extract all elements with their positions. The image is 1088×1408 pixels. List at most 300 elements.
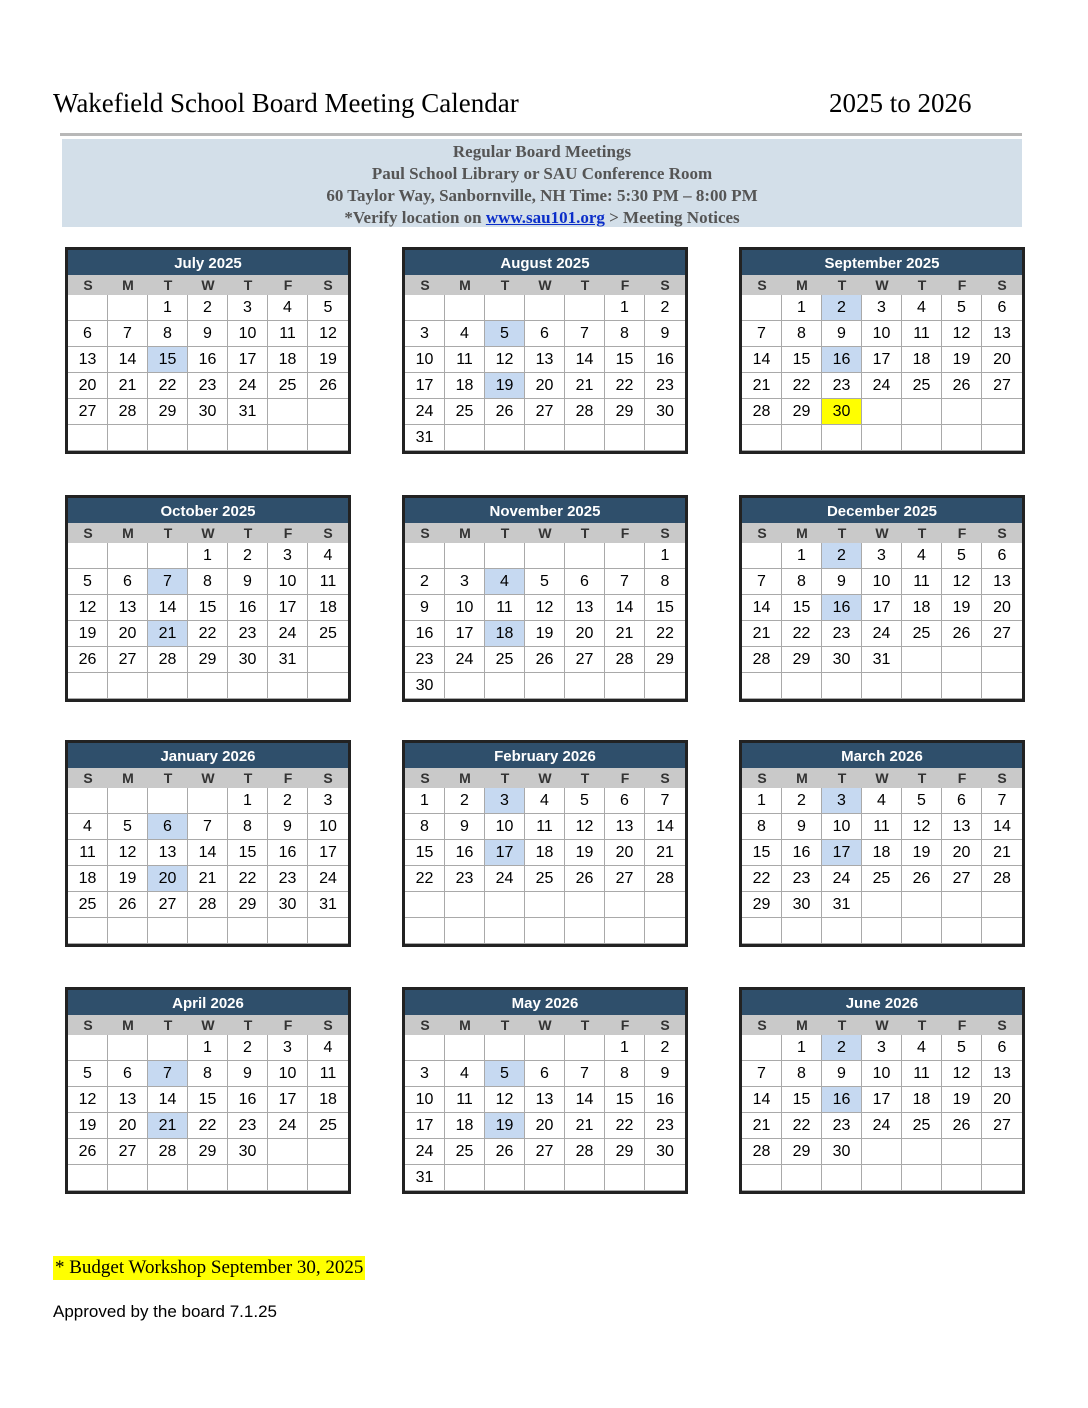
meeting-day: 17 bbox=[485, 840, 525, 866]
day-cell: 19 bbox=[68, 1113, 108, 1139]
day-cell: 5 bbox=[108, 814, 148, 840]
weekday-label: S bbox=[997, 770, 1007, 786]
day-cell: 8 bbox=[782, 1061, 822, 1087]
weekday-label: M bbox=[796, 277, 808, 293]
weekday-label: T bbox=[243, 277, 253, 293]
meeting-day: 6 bbox=[148, 814, 188, 840]
day-cell: 24 bbox=[485, 866, 525, 892]
day-grid bbox=[68, 788, 348, 944]
weekday-label: T bbox=[163, 770, 173, 786]
weekday-label: M bbox=[122, 1017, 134, 1033]
weekday-label: T bbox=[243, 1017, 253, 1033]
meeting-day: 21 bbox=[148, 1113, 188, 1139]
sau-link[interactable]: www.sau101.org bbox=[485, 208, 605, 227]
weekday-label: S bbox=[660, 1017, 670, 1033]
day-cell: 22 bbox=[782, 1113, 822, 1139]
day-cell: 10 bbox=[862, 569, 902, 595]
day-cell: 14 bbox=[565, 347, 605, 373]
day-cell: 3 bbox=[268, 543, 308, 569]
empty-cell bbox=[782, 425, 822, 451]
day-cell: 31 bbox=[308, 892, 348, 918]
day-cell: 31 bbox=[405, 425, 445, 451]
day-cell: 26 bbox=[902, 866, 942, 892]
day-cell: 13 bbox=[525, 1087, 565, 1113]
empty-cell bbox=[565, 1165, 605, 1191]
day-cell: 19 bbox=[108, 866, 148, 892]
day-cell: 17 bbox=[308, 840, 348, 866]
weekday-label: T bbox=[917, 277, 927, 293]
day-cell: 25 bbox=[268, 373, 308, 399]
empty-cell bbox=[862, 892, 902, 918]
day-cell: 5 bbox=[902, 788, 942, 814]
day-cell: 31 bbox=[862, 647, 902, 673]
day-cell: 4 bbox=[445, 1061, 485, 1087]
empty-cell bbox=[942, 647, 982, 673]
day-cell: 27 bbox=[982, 373, 1022, 399]
day-cell: 27 bbox=[68, 399, 108, 425]
empty-cell bbox=[645, 1165, 685, 1191]
day-cell: 19 bbox=[308, 347, 348, 373]
month-calendar bbox=[402, 495, 688, 702]
day-cell: 9 bbox=[822, 321, 862, 347]
day-cell: 17 bbox=[268, 595, 308, 621]
day-cell: 7 bbox=[605, 569, 645, 595]
empty-cell bbox=[445, 1035, 485, 1061]
month-calendar bbox=[402, 987, 688, 1194]
day-cell: 28 bbox=[148, 647, 188, 673]
month-title: January 2026 bbox=[68, 743, 348, 768]
day-cell: 18 bbox=[902, 1087, 942, 1113]
weekday-label: W bbox=[875, 1017, 889, 1033]
day-cell: 18 bbox=[268, 347, 308, 373]
day-cell: 11 bbox=[902, 321, 942, 347]
day-cell: 20 bbox=[982, 1087, 1022, 1113]
day-cell: 25 bbox=[525, 866, 565, 892]
day-grid bbox=[405, 543, 685, 699]
weekday-label: M bbox=[459, 1017, 471, 1033]
empty-cell bbox=[982, 399, 1022, 425]
empty-cell bbox=[982, 1139, 1022, 1165]
day-cell: 25 bbox=[445, 399, 485, 425]
day-cell: 19 bbox=[565, 840, 605, 866]
meeting-day: 5 bbox=[485, 1061, 525, 1087]
day-cell: 30 bbox=[782, 892, 822, 918]
empty-cell bbox=[982, 918, 1022, 944]
day-cell: 17 bbox=[405, 1113, 445, 1139]
day-cell: 8 bbox=[188, 569, 228, 595]
day-cell: 15 bbox=[645, 595, 685, 621]
day-cell: 29 bbox=[782, 1139, 822, 1165]
day-cell: 25 bbox=[308, 621, 348, 647]
day-cell: 20 bbox=[942, 840, 982, 866]
day-cell: 28 bbox=[742, 1139, 782, 1165]
day-cell: 20 bbox=[565, 621, 605, 647]
day-cell: 22 bbox=[148, 373, 188, 399]
day-cell: 7 bbox=[645, 788, 685, 814]
day-grid bbox=[742, 543, 1022, 699]
day-cell: 30 bbox=[188, 399, 228, 425]
day-cell: 5 bbox=[942, 543, 982, 569]
day-cell: 27 bbox=[605, 866, 645, 892]
day-cell: 26 bbox=[942, 373, 982, 399]
day-cell: 26 bbox=[942, 1113, 982, 1139]
day-cell: 15 bbox=[605, 1087, 645, 1113]
info-line-1: Regular Board Meetings bbox=[452, 142, 632, 161]
empty-cell bbox=[228, 425, 268, 451]
day-cell: 26 bbox=[68, 647, 108, 673]
empty-cell bbox=[565, 425, 605, 451]
weekday-label: F bbox=[957, 770, 967, 786]
day-cell: 27 bbox=[982, 1113, 1022, 1139]
day-cell: 24 bbox=[445, 647, 485, 673]
month-calendar bbox=[65, 987, 351, 1194]
empty-cell bbox=[268, 425, 308, 451]
day-cell: 6 bbox=[982, 1035, 1022, 1061]
empty-cell bbox=[605, 1165, 645, 1191]
day-cell: 1 bbox=[742, 788, 782, 814]
empty-cell bbox=[942, 1139, 982, 1165]
meeting-day: 21 bbox=[148, 621, 188, 647]
empty-cell bbox=[485, 543, 525, 569]
day-cell: 6 bbox=[108, 1061, 148, 1087]
month-calendar bbox=[65, 740, 351, 947]
empty-cell bbox=[188, 788, 228, 814]
day-cell: 12 bbox=[942, 569, 982, 595]
empty-cell bbox=[485, 1035, 525, 1061]
empty-cell bbox=[645, 425, 685, 451]
day-cell: 4 bbox=[268, 295, 308, 321]
day-cell: 25 bbox=[308, 1113, 348, 1139]
day-cell: 19 bbox=[942, 1087, 982, 1113]
day-cell: 27 bbox=[148, 892, 188, 918]
weekday-label: S bbox=[323, 770, 333, 786]
day-cell: 12 bbox=[902, 814, 942, 840]
weekday-label: S bbox=[323, 525, 333, 541]
empty-cell bbox=[308, 1165, 348, 1191]
day-cell: 28 bbox=[605, 647, 645, 673]
day-cell: 22 bbox=[742, 866, 782, 892]
day-cell: 25 bbox=[902, 621, 942, 647]
day-cell: 4 bbox=[68, 814, 108, 840]
day-cell: 23 bbox=[445, 866, 485, 892]
day-cell: 11 bbox=[485, 595, 525, 621]
empty-cell bbox=[228, 673, 268, 699]
day-cell: 12 bbox=[308, 321, 348, 347]
day-cell: 6 bbox=[108, 569, 148, 595]
day-cell: 31 bbox=[268, 647, 308, 673]
info-line-3: 60 Taylor Way, Sanbornville, NH Time: 5:30 PM – 8:00 PM bbox=[326, 186, 758, 205]
meeting-day: 19 bbox=[485, 373, 525, 399]
empty-cell bbox=[485, 673, 525, 699]
day-cell: 23 bbox=[268, 866, 308, 892]
day-cell: 25 bbox=[445, 1139, 485, 1165]
day-cell: 8 bbox=[605, 321, 645, 347]
day-cell: 3 bbox=[228, 295, 268, 321]
day-cell: 9 bbox=[228, 569, 268, 595]
meeting-day: 20 bbox=[148, 866, 188, 892]
day-cell: 2 bbox=[405, 569, 445, 595]
day-cell: 20 bbox=[605, 840, 645, 866]
day-cell: 8 bbox=[645, 569, 685, 595]
day-cell: 26 bbox=[68, 1139, 108, 1165]
day-cell: 11 bbox=[68, 840, 108, 866]
month-calendar bbox=[739, 987, 1025, 1194]
day-grid bbox=[742, 788, 1022, 944]
day-cell: 16 bbox=[188, 347, 228, 373]
day-cell: 21 bbox=[742, 1113, 782, 1139]
day-cell: 25 bbox=[902, 1113, 942, 1139]
day-cell: 16 bbox=[782, 840, 822, 866]
empty-cell bbox=[862, 1165, 902, 1191]
empty-cell bbox=[645, 673, 685, 699]
day-cell: 28 bbox=[742, 647, 782, 673]
day-cell: 6 bbox=[525, 321, 565, 347]
month-calendar bbox=[739, 247, 1025, 454]
day-cell: 13 bbox=[565, 595, 605, 621]
meeting-day: 17 bbox=[822, 840, 862, 866]
weekday-label: T bbox=[500, 770, 510, 786]
empty-cell bbox=[525, 892, 565, 918]
day-cell: 11 bbox=[902, 1061, 942, 1087]
day-cell: 11 bbox=[445, 1087, 485, 1113]
day-cell: 14 bbox=[148, 595, 188, 621]
day-cell: 2 bbox=[228, 543, 268, 569]
empty-cell bbox=[68, 673, 108, 699]
day-cell: 8 bbox=[742, 814, 782, 840]
empty-cell bbox=[902, 647, 942, 673]
day-cell: 28 bbox=[188, 892, 228, 918]
meeting-day: 5 bbox=[485, 321, 525, 347]
day-cell: 20 bbox=[982, 347, 1022, 373]
weekday-label: S bbox=[997, 1017, 1007, 1033]
day-grid bbox=[68, 295, 348, 451]
page-title: Wakefield School Board Meeting Calendar bbox=[53, 88, 519, 118]
empty-cell bbox=[605, 892, 645, 918]
day-cell: 30 bbox=[822, 1139, 862, 1165]
empty-cell bbox=[405, 892, 445, 918]
empty-cell bbox=[982, 1165, 1022, 1191]
day-cell: 16 bbox=[268, 840, 308, 866]
day-cell: 24 bbox=[228, 373, 268, 399]
weekday-label: T bbox=[917, 1017, 927, 1033]
empty-cell bbox=[942, 399, 982, 425]
day-cell: 26 bbox=[108, 892, 148, 918]
day-cell: 15 bbox=[188, 1087, 228, 1113]
empty-cell bbox=[822, 425, 862, 451]
month-calendar bbox=[402, 740, 688, 947]
empty-cell bbox=[902, 1139, 942, 1165]
weekday-label: S bbox=[660, 277, 670, 293]
weekday-label: T bbox=[580, 277, 590, 293]
day-cell: 18 bbox=[902, 595, 942, 621]
day-cell: 4 bbox=[862, 788, 902, 814]
day-cell: 8 bbox=[605, 1061, 645, 1087]
day-cell: 30 bbox=[268, 892, 308, 918]
day-cell: 22 bbox=[645, 621, 685, 647]
day-cell: 29 bbox=[605, 399, 645, 425]
day-cell: 30 bbox=[228, 647, 268, 673]
day-cell: 23 bbox=[782, 866, 822, 892]
empty-cell bbox=[308, 425, 348, 451]
budget-workshop-note: * Budget Workshop September 30, 2025 bbox=[55, 1257, 364, 1278]
day-cell: 26 bbox=[565, 866, 605, 892]
day-cell: 30 bbox=[822, 647, 862, 673]
day-cell: 7 bbox=[742, 569, 782, 595]
day-cell: 18 bbox=[68, 866, 108, 892]
empty-cell bbox=[902, 425, 942, 451]
day-cell: 1 bbox=[188, 1035, 228, 1061]
day-cell: 24 bbox=[862, 621, 902, 647]
day-cell: 4 bbox=[308, 543, 348, 569]
day-cell: 18 bbox=[525, 840, 565, 866]
weekday-label: M bbox=[122, 770, 134, 786]
day-cell: 29 bbox=[148, 399, 188, 425]
day-cell: 27 bbox=[942, 866, 982, 892]
day-cell: 10 bbox=[445, 595, 485, 621]
weekday-label: W bbox=[538, 277, 552, 293]
empty-cell bbox=[108, 918, 148, 944]
meeting-day: 7 bbox=[148, 569, 188, 595]
day-cell: 1 bbox=[405, 788, 445, 814]
day-cell: 29 bbox=[742, 892, 782, 918]
day-cell: 13 bbox=[525, 347, 565, 373]
empty-cell bbox=[485, 892, 525, 918]
empty-cell bbox=[485, 1165, 525, 1191]
empty-cell bbox=[108, 543, 148, 569]
weekday-header bbox=[68, 1015, 348, 1035]
day-cell: 12 bbox=[942, 1061, 982, 1087]
empty-cell bbox=[485, 295, 525, 321]
weekday-label: T bbox=[837, 1017, 847, 1033]
empty-cell bbox=[742, 295, 782, 321]
weekday-label: T bbox=[163, 277, 173, 293]
empty-cell bbox=[982, 425, 1022, 451]
empty-cell bbox=[68, 1165, 108, 1191]
day-cell: 18 bbox=[308, 1087, 348, 1113]
day-cell: 5 bbox=[525, 569, 565, 595]
weekday-label: M bbox=[122, 525, 134, 541]
weekday-label: W bbox=[538, 770, 552, 786]
weekday-label: W bbox=[201, 277, 215, 293]
weekday-label: S bbox=[420, 770, 430, 786]
day-cell: 22 bbox=[782, 373, 822, 399]
empty-cell bbox=[108, 1035, 148, 1061]
day-cell: 7 bbox=[742, 1061, 782, 1087]
month-calendar bbox=[402, 247, 688, 454]
day-cell: 1 bbox=[148, 295, 188, 321]
day-cell: 10 bbox=[268, 1061, 308, 1087]
day-cell: 11 bbox=[308, 1061, 348, 1087]
day-cell: 24 bbox=[308, 866, 348, 892]
weekday-label: F bbox=[957, 525, 967, 541]
day-cell: 16 bbox=[228, 595, 268, 621]
day-cell: 28 bbox=[645, 866, 685, 892]
info-line-2: Paul School Library or SAU Conference Room bbox=[371, 164, 713, 183]
weekday-label: T bbox=[837, 525, 847, 541]
day-cell: 22 bbox=[188, 1113, 228, 1139]
day-cell: 6 bbox=[942, 788, 982, 814]
day-cell: 12 bbox=[485, 1087, 525, 1113]
weekday-label: F bbox=[957, 277, 967, 293]
day-cell: 10 bbox=[485, 814, 525, 840]
empty-cell bbox=[605, 425, 645, 451]
empty-cell bbox=[902, 918, 942, 944]
day-cell: 6 bbox=[565, 569, 605, 595]
day-cell: 14 bbox=[742, 347, 782, 373]
day-cell: 19 bbox=[68, 621, 108, 647]
day-cell: 9 bbox=[228, 1061, 268, 1087]
weekday-label: M bbox=[122, 277, 134, 293]
day-cell: 28 bbox=[742, 399, 782, 425]
day-cell: 22 bbox=[782, 621, 822, 647]
month-calendar bbox=[739, 740, 1025, 947]
day-cell: 6 bbox=[982, 543, 1022, 569]
day-cell: 3 bbox=[268, 1035, 308, 1061]
weekday-label: T bbox=[837, 277, 847, 293]
day-cell: 31 bbox=[405, 1165, 445, 1191]
day-cell: 24 bbox=[268, 1113, 308, 1139]
day-cell: 1 bbox=[782, 1035, 822, 1061]
day-cell: 23 bbox=[228, 1113, 268, 1139]
meeting-day: 4 bbox=[485, 569, 525, 595]
day-cell: 29 bbox=[645, 647, 685, 673]
month-title: July 2025 bbox=[68, 250, 348, 275]
day-cell: 1 bbox=[605, 295, 645, 321]
day-cell: 8 bbox=[228, 814, 268, 840]
meeting-day: 2 bbox=[822, 295, 862, 321]
weekday-header bbox=[405, 1015, 685, 1035]
weekday-label: T bbox=[500, 1017, 510, 1033]
month-title: October 2025 bbox=[68, 498, 348, 523]
day-cell: 2 bbox=[268, 788, 308, 814]
weekday-label: S bbox=[83, 1017, 93, 1033]
empty-cell bbox=[268, 918, 308, 944]
day-cell: 9 bbox=[822, 1061, 862, 1087]
day-cell: 12 bbox=[68, 595, 108, 621]
weekday-label: F bbox=[283, 525, 293, 541]
empty-cell bbox=[862, 425, 902, 451]
empty-cell bbox=[405, 1035, 445, 1061]
weekday-label: M bbox=[459, 525, 471, 541]
day-cell: 3 bbox=[405, 321, 445, 347]
day-cell: 20 bbox=[525, 373, 565, 399]
day-cell: 22 bbox=[228, 866, 268, 892]
month-calendar bbox=[739, 495, 1025, 702]
empty-cell bbox=[68, 918, 108, 944]
day-cell: 19 bbox=[942, 595, 982, 621]
day-cell: 3 bbox=[308, 788, 348, 814]
empty-cell bbox=[308, 918, 348, 944]
weekday-label: F bbox=[620, 525, 630, 541]
day-cell: 2 bbox=[645, 1035, 685, 1061]
day-cell: 22 bbox=[605, 373, 645, 399]
empty-cell bbox=[228, 1165, 268, 1191]
weekday-label: S bbox=[323, 277, 333, 293]
day-cell: 18 bbox=[445, 373, 485, 399]
empty-cell bbox=[108, 788, 148, 814]
day-cell: 15 bbox=[605, 347, 645, 373]
empty-cell bbox=[68, 425, 108, 451]
day-cell: 24 bbox=[268, 621, 308, 647]
empty-cell bbox=[68, 788, 108, 814]
month-title: November 2025 bbox=[405, 498, 685, 523]
empty-cell bbox=[862, 399, 902, 425]
meeting-day: 3 bbox=[822, 788, 862, 814]
day-cell: 13 bbox=[982, 321, 1022, 347]
empty-cell bbox=[268, 1139, 308, 1165]
day-cell: 26 bbox=[485, 1139, 525, 1165]
day-cell: 5 bbox=[68, 1061, 108, 1087]
